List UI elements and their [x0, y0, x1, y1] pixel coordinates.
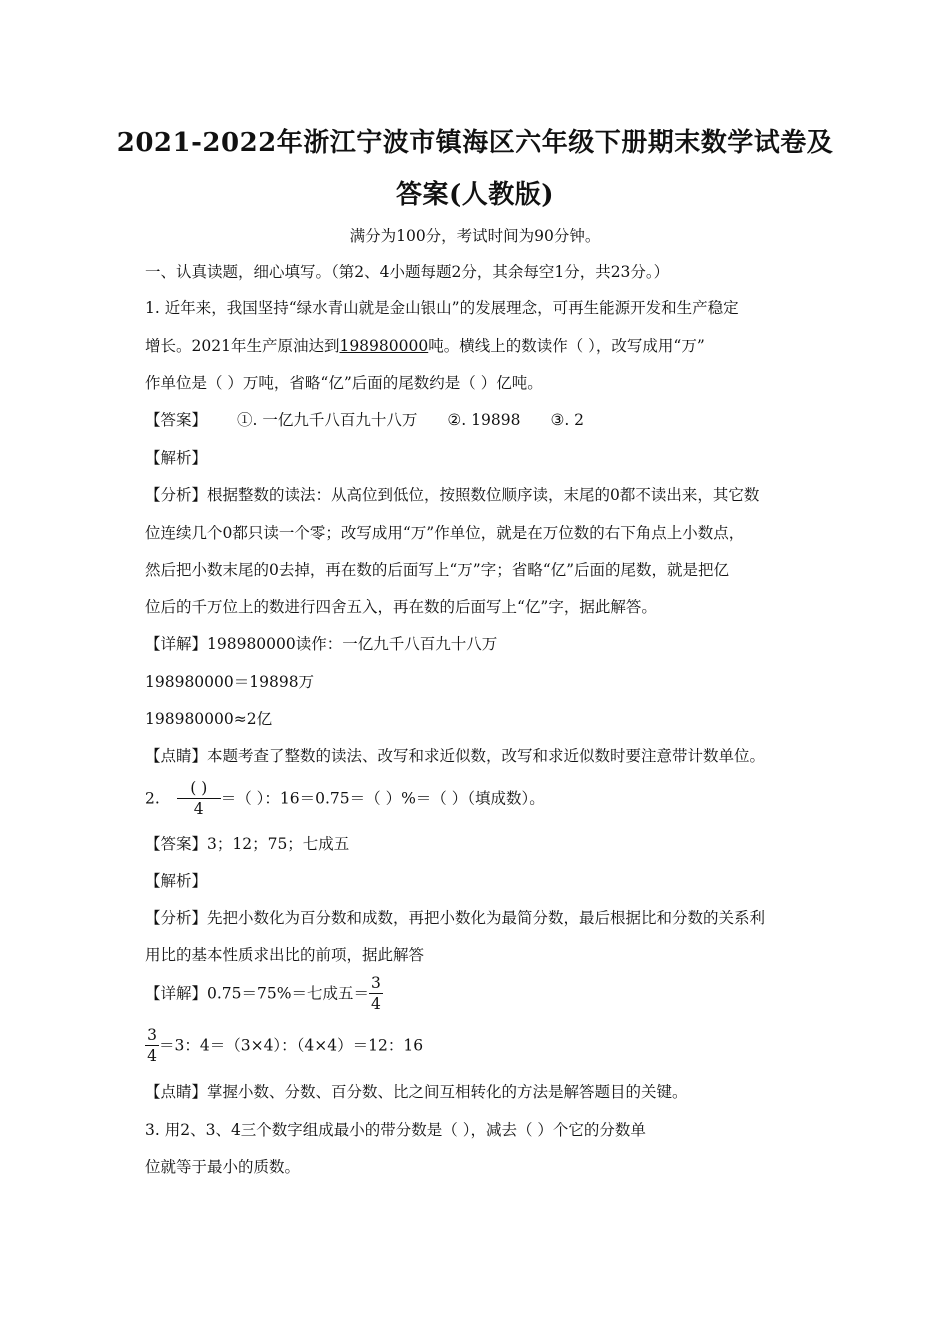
q2-detail2-fraction-denominator: 4 — [147, 1047, 157, 1065]
q1-underlined-number: 198980000 — [339, 337, 429, 355]
q2-rest: ＝（ ）：16＝0.75＝（ ）%＝（ ）（填成数）。 — [220, 789, 545, 808]
exam-subtitle: 满分为100分，考试时间为90分钟。 — [349, 227, 601, 245]
q2-answer: 【答案】3；12；75；七成五 — [145, 835, 350, 853]
q2-detail-2 — [145, 1025, 423, 1066]
q1-answer-3: ③. 2 — [550, 411, 585, 429]
q2-dianjing: 【点睛】掌握小数、分数、百分数、比之间互相转化的方法是解答题目的关键。 — [145, 1083, 688, 1101]
q1-fenxi-1: 【分析】根据整数的读法：从高位到低位，按照数位顺序读，末尾的0都不读出来，其它数 — [145, 486, 760, 504]
q2-detail2-rest: ＝3：4＝（3×4）：（4×4）＝12：16 — [159, 1036, 424, 1055]
q2-fraction-denominator: 4 — [193, 800, 204, 818]
q1-analysis-label: 【解析】 — [145, 449, 208, 467]
q1-line2 — [145, 336, 705, 356]
q2-detail2-fraction-numerator: 3 — [145, 1025, 159, 1046]
q2-detail2-fraction — [145, 1025, 159, 1066]
section1-heading: 一、认真读题，细心填写。（第2、4小题每题2分，其余每空1分，共23分。） — [145, 263, 670, 281]
q2-detail-fraction-denominator: 4 — [371, 995, 381, 1013]
q1-answer-label: 【答案】 — [145, 411, 208, 429]
q1-line2-pre: 增长。2021年生产原油达到 — [145, 337, 340, 355]
document-title-line1: 2021-2022年浙江宁波市镇海区六年级下册期末数学试卷及 — [116, 128, 834, 158]
q1-detail-3: 198980000≈2亿 — [145, 710, 273, 728]
q2-fraction-numerator: ( ) — [177, 778, 221, 799]
q2-detail-fraction — [369, 973, 383, 1014]
q1-dianjing: 【点睛】本题考查了整数的读法、改写和求近似数，改写和求近似数时要注意带计数单位。 — [145, 747, 766, 765]
q1-answer — [145, 410, 584, 430]
q2-number: 2. — [145, 789, 160, 808]
q3-line2: 位就等于最小的质数。 — [145, 1158, 301, 1176]
q2-analysis-label: 【解析】 — [145, 872, 208, 890]
q2-detail-pre: 【详解】0.75＝75%＝七成五＝ — [145, 984, 369, 1003]
q2-fenxi-1: 【分析】先把小数化为百分数和成数，再把小数化为最简分数，最后根据比和分数的关系利 — [145, 909, 766, 927]
q1-answer-2: ②. 19898 — [447, 411, 521, 429]
q1-fenxi-3: 然后把小数末尾的0去掉，再在数的后面写上“万”字；省略“亿”后面的尾数，就是把亿 — [145, 561, 730, 579]
q2-detail-1 — [145, 973, 383, 1014]
q2-line1 — [145, 778, 545, 819]
q1-line3: 作单位是（ ）万吨，省略“亿”后面的尾数约是（ ）亿吨。 — [145, 374, 543, 392]
q1-detail-2: 198980000＝19898万 — [145, 673, 315, 691]
q3-line1: 3. 用2、3、4三个数字组成最小的带分数是（ ），减去（ ）个它的分数单 — [145, 1121, 646, 1139]
q1-line1: 1. 近年来，我国坚持“绿水青山就是金山银山”的发展理念，可再生能源开发和生产稳定 — [145, 299, 739, 317]
q1-fenxi-4: 位后的千万位上的数进行四舍五入，再在数的后面写上“亿”字，据此解答。 — [145, 598, 657, 616]
q1-answer-1: ①. 一亿九千八百九十八万 — [237, 411, 418, 429]
q2-fraction — [177, 778, 221, 819]
document-title-line2: 答案(人教版) — [395, 180, 555, 210]
q2-fenxi-2: 用比的基本性质求出比的前项，据此解答 — [145, 946, 425, 964]
q1-line2-post: 吨。横线上的数读作（ ），改写成用“万” — [428, 337, 705, 355]
q1-fenxi-2: 位连续几个0都只读一个零；改写成用“万”作单位，就是在万位数的右下角点上小数点， — [145, 524, 745, 542]
q1-detail-1: 【详解】198980000读作：一亿九千八百九十八万 — [145, 635, 498, 653]
q2-detail-fraction-numerator: 3 — [369, 973, 383, 994]
